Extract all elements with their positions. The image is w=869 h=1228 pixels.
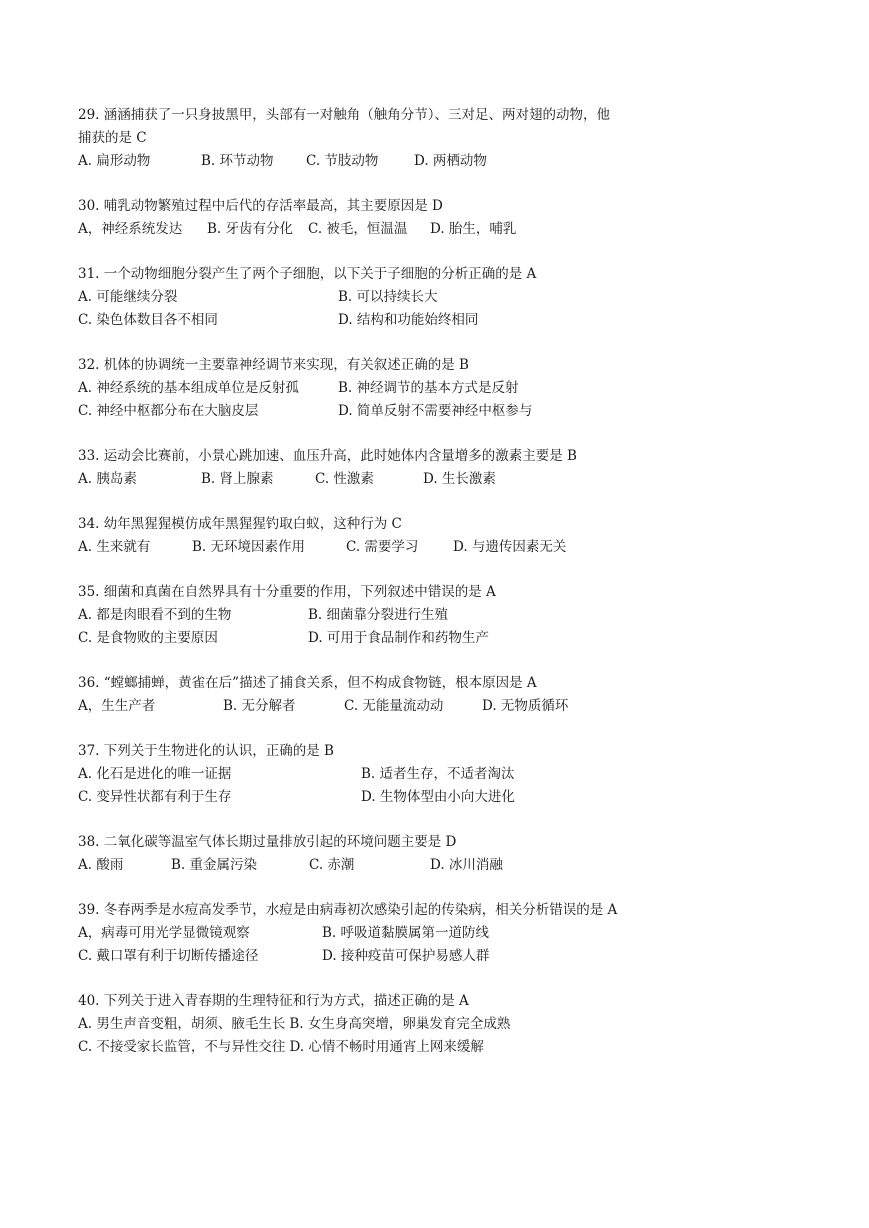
option-a: A. 生来就有 xyxy=(78,539,151,555)
question-stem: 36. “螳螂捕蝉，黄雀在后”描述了捕食关系，但不构成食物链，根本原因是 A xyxy=(78,675,537,691)
option-b: B. 可以持续长大 xyxy=(338,289,438,305)
question-30 xyxy=(78,195,798,241)
option-d: D. 冰川消融 xyxy=(430,857,503,873)
option-row xyxy=(78,1036,798,1059)
option-b: B. 牙齿有分化 xyxy=(207,221,294,237)
question-document xyxy=(78,104,798,1081)
option-row xyxy=(78,922,798,945)
option-a: A. 胰岛素 xyxy=(78,471,137,487)
option-d: D. 无物质循环 xyxy=(482,698,569,714)
question-31 xyxy=(78,263,798,332)
option-row xyxy=(78,604,798,627)
question-37 xyxy=(78,740,798,809)
option-c: C. 节肢动物 xyxy=(306,153,379,169)
question-29 xyxy=(78,104,798,173)
question-stem: 38. 二氧化碳等温室气体长期过量排放引起的环境问题主要是 D xyxy=(78,834,457,850)
option-c: C. 被毛，恒温温 xyxy=(308,221,408,237)
option-c: C. 需要学习 xyxy=(346,539,419,555)
question-stem: 33. 运动会比赛前，小景心跳加速、血压升高，此时她体内含量增多的激素主要是 B xyxy=(78,448,577,464)
option-c: C. 神经中枢都分布在大脑皮层 xyxy=(78,403,259,419)
question-36 xyxy=(78,672,798,718)
option-b: B. 重金属污染 xyxy=(171,857,258,873)
option-row xyxy=(78,286,798,309)
option-d: D. 心情不畅时用通宵上网来缓解 xyxy=(289,1039,484,1055)
option-row xyxy=(78,150,798,173)
question-32 xyxy=(78,354,798,423)
option-row xyxy=(78,400,798,423)
option-a: A. 可能继续分裂 xyxy=(78,289,178,305)
question-stem: 31. 一个动物细胞分裂产生了两个子细胞，以下关于子细胞的分析正确的是 A xyxy=(78,266,537,282)
option-c: C. 变异性状都有利于生存 xyxy=(78,789,232,805)
question-35 xyxy=(78,581,798,650)
option-d: D. 两栖动物 xyxy=(414,153,487,169)
question-34 xyxy=(78,513,798,559)
option-d: D. 与遗传因素无关 xyxy=(453,539,567,555)
question-stem: 捕获的是 C xyxy=(78,130,147,146)
option-b: B. 女生身高突增，卵巢发育完全成熟 xyxy=(289,1016,511,1032)
option-b: B. 细菌靠分裂进行生殖 xyxy=(308,607,449,623)
question-stem: 29. 涵涵捕获了一只身披黑甲，头部有一对触角（触角分节）、三对足、两对翅的动物，他 xyxy=(78,107,611,123)
option-row xyxy=(78,627,798,650)
option-b: B. 环节动物 xyxy=(201,153,274,169)
option-row xyxy=(78,468,798,491)
option-a: A. 都是肉眼看不到的生物 xyxy=(78,607,232,623)
option-b: B. 无分解者 xyxy=(223,698,296,714)
option-a: A. 酸雨 xyxy=(78,857,124,873)
option-row xyxy=(78,695,798,718)
option-d: D. 接种疫苗可保护易感人群 xyxy=(322,948,490,964)
option-row xyxy=(78,786,798,809)
question-stem: 35. 细菌和真菌在自然界具有十分重要的作用，下列叙述中错误的是 A xyxy=(78,584,496,600)
option-a: A. 扁形动物 xyxy=(78,153,151,169)
option-d: D. 生长激素 xyxy=(423,471,496,487)
option-c: C. 不接受家长监管，不与异性交往 xyxy=(78,1039,286,1055)
option-c: C. 性激素 xyxy=(315,471,374,487)
option-b: B. 呼吸道黏膜属第一道防线 xyxy=(322,925,490,941)
option-d: D. 可用于食品制作和药物生产 xyxy=(308,630,489,646)
option-a: A. 化石是进化的唯一证据 xyxy=(78,766,232,782)
option-c: C. 是食物败的主要原因 xyxy=(78,630,218,646)
question-stem: 40. 下列关于进入青春期的生理特征和行为方式，描述正确的是 A xyxy=(78,993,469,1009)
option-b: B. 无环境因素作用 xyxy=(192,539,306,555)
question-stem: 34. 幼年黑猩猩模仿成年黑猩猩钓取白蚁，这种行为 C xyxy=(78,516,402,532)
question-stem: 30. 哺乳动物繁殖过程中后代的存活率最高，其主要原因是 D xyxy=(78,198,443,214)
option-row xyxy=(78,1013,798,1036)
option-row xyxy=(78,854,798,877)
question-stem: 37. 下列关于生物进化的认识，正确的是 B xyxy=(78,743,334,759)
option-a: A. 神经系统的基本组成单位是反射孤 xyxy=(78,380,299,396)
option-row xyxy=(78,945,798,968)
question-stem: 39. 冬春两季是水痘高发季节，水痘是由病毒初次感染引起的传染病，相关分析错误的是 A xyxy=(78,902,618,918)
option-c: C. 染色体数目各不相同 xyxy=(78,312,218,328)
option-a: A. 男生声音变粗，胡须、腋毛生长 xyxy=(78,1016,286,1032)
question-38 xyxy=(78,831,798,877)
option-a: A，病毒可用光学显微镜观察 xyxy=(78,925,250,941)
option-c: C. 无能量流动动 xyxy=(344,698,444,714)
question-stem: 32. 机体的协调统一主要靠神经调节来实现，有关叙述正确的是 B xyxy=(78,357,469,373)
option-d: D. 胎生，哺乳 xyxy=(430,221,517,237)
option-b: B. 神经调节的基本方式是反射 xyxy=(338,380,519,396)
option-b: B. 适者生存，不适者淘汰 xyxy=(361,766,515,782)
option-c: C. 赤潮 xyxy=(309,857,355,873)
option-row xyxy=(78,309,798,332)
option-d: D. 结构和功能始终相同 xyxy=(338,312,479,328)
question-39 xyxy=(78,899,798,968)
option-a: A，神经系统发达 xyxy=(78,221,183,237)
option-row xyxy=(78,218,798,241)
option-c: C. 戴口罩有利于切断传播途径 xyxy=(78,948,259,964)
option-row xyxy=(78,377,798,400)
option-a: A，生生产者 xyxy=(78,698,156,714)
option-d: D. 生物体型由小向大进化 xyxy=(361,789,515,805)
option-row xyxy=(78,536,798,559)
option-row xyxy=(78,763,798,786)
option-b: B. 肾上腺素 xyxy=(201,471,274,487)
question-40 xyxy=(78,990,798,1059)
option-d: D. 简单反射不需要神经中枢参与 xyxy=(338,403,533,419)
question-33 xyxy=(78,445,798,491)
